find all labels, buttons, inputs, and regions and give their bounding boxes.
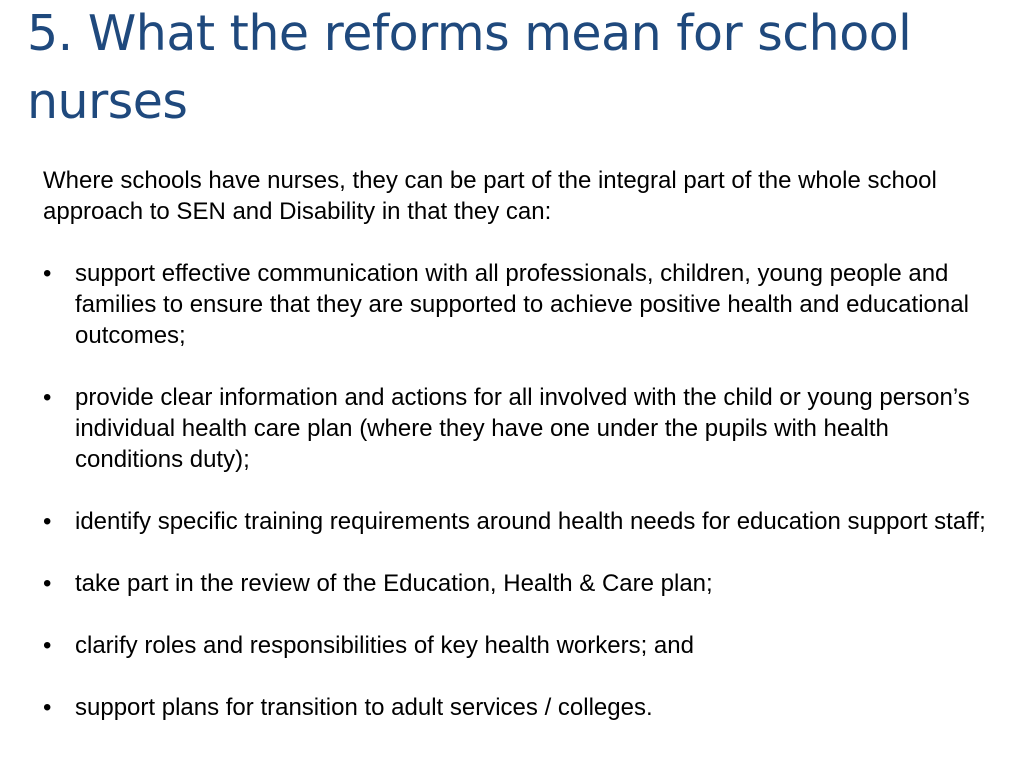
bullet-item [43, 382, 1003, 475]
bullet-text: identify specific training requirements around health needs for education support staff; [75, 508, 986, 535]
bullet-item [43, 568, 1003, 599]
slide-body [43, 165, 1003, 723]
bullet-item [43, 258, 1003, 351]
bullet-icon: • [43, 694, 52, 721]
bullet-text: support effective communication with all professionals, children, young people and families to ensure that they are supported to achieve positive health and educational outcomes; [75, 260, 969, 349]
bullet-icon: • [43, 570, 52, 597]
bullet-text: provide clear information and actions for all involved with the child or young person’s individual health care plan (where they have one under the pupils with health conditions duty); [75, 384, 970, 473]
bullet-list [43, 258, 1003, 723]
intro-paragraph: Where schools have nurses, they can be part of the integral part of the whole school approach to SEN and Disability in that they can: [43, 167, 937, 225]
bullet-item [43, 692, 1003, 723]
bullet-text: support plans for transition to adult services / colleges. [75, 694, 653, 721]
bullet-item [43, 506, 1003, 537]
bullet-item [43, 630, 1003, 661]
slide-title: 5. What the reforms mean for school nurses [27, 5, 912, 130]
bullet-icon: • [43, 632, 52, 659]
bullet-icon: • [43, 384, 52, 411]
bullet-icon: • [43, 260, 52, 287]
bullet-text: take part in the review of the Education, Health & Care plan; [75, 570, 713, 597]
bullet-text: clarify roles and responsibilities of key health workers; and [75, 632, 694, 659]
bullet-icon: • [43, 508, 52, 535]
